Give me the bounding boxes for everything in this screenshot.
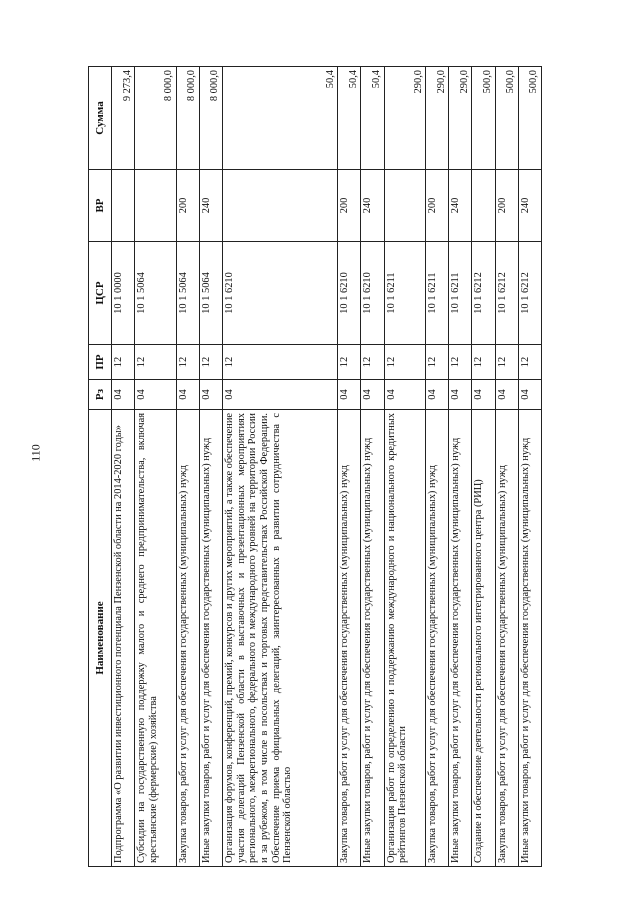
row-name-cell: Закупка товаров, работ и услуг для обеспечения государственных (муниципальных) нужд bbox=[338, 410, 361, 867]
row-csr-cell: 10 1 6211 bbox=[384, 242, 426, 345]
table-row bbox=[176, 67, 199, 867]
row-sum-cell: 8 000,0 bbox=[176, 67, 199, 170]
row-sum-cell: 50,4 bbox=[223, 67, 338, 170]
column-header-csr: ЦСР bbox=[89, 242, 112, 345]
row-pr-cell: 12 bbox=[384, 345, 426, 380]
row-vr-cell: 240 bbox=[449, 170, 472, 242]
row-pr-cell: 12 bbox=[199, 345, 222, 380]
row-vr-cell: 240 bbox=[361, 170, 384, 242]
row-pr-cell: 12 bbox=[495, 345, 518, 380]
row-rz-cell: 04 bbox=[426, 380, 449, 410]
row-rz-cell: 04 bbox=[495, 380, 518, 410]
row-rz-cell: 04 bbox=[338, 380, 361, 410]
row-rz-cell: 04 bbox=[176, 380, 199, 410]
column-header-name: Наименование bbox=[89, 410, 112, 867]
table-row bbox=[199, 67, 222, 867]
row-pr-cell: 12 bbox=[426, 345, 449, 380]
table-row bbox=[472, 67, 495, 867]
row-vr-cell: 200 bbox=[176, 170, 199, 242]
row-sum-cell: 50,4 bbox=[338, 67, 361, 170]
row-csr-cell: 10 1 6210 bbox=[361, 242, 384, 345]
row-vr-cell bbox=[112, 170, 135, 242]
row-vr-cell: 240 bbox=[518, 170, 541, 242]
row-rz-cell: 04 bbox=[112, 380, 135, 410]
row-pr-cell: 12 bbox=[112, 345, 135, 380]
table-row bbox=[518, 67, 541, 867]
row-pr-cell: 12 bbox=[338, 345, 361, 380]
row-csr-cell: 10 1 5064 bbox=[176, 242, 199, 345]
table-row bbox=[112, 67, 135, 867]
column-header-pr: ПР bbox=[89, 345, 112, 380]
row-sum-cell: 9 273,4 bbox=[112, 67, 135, 170]
page-number: 110 bbox=[28, 444, 43, 462]
row-name-cell: Иные закупки товаров, работ и услуг для обеспечения государственных (муниципальных) нужд bbox=[518, 410, 541, 867]
row-csr-cell: 10 1 6212 bbox=[518, 242, 541, 345]
table-row bbox=[338, 67, 361, 867]
row-csr-cell: 10 1 6211 bbox=[449, 242, 472, 345]
row-csr-cell: 10 1 6212 bbox=[495, 242, 518, 345]
row-vr-cell bbox=[384, 170, 426, 242]
row-vr-cell bbox=[135, 170, 177, 242]
row-pr-cell: 12 bbox=[472, 345, 495, 380]
row-sum-cell: 290,0 bbox=[384, 67, 426, 170]
row-rz-cell: 04 bbox=[199, 380, 222, 410]
row-vr-cell bbox=[472, 170, 495, 242]
row-csr-cell: 10 1 0000 bbox=[112, 242, 135, 345]
row-name-cell: Создание и обеспечение деятельности регионального интегрированного центра (РИЦ) bbox=[472, 410, 495, 867]
row-name-cell: Закупка товаров, работ и услуг для обеспечения государственных (муниципальных) нужд bbox=[426, 410, 449, 867]
table-row bbox=[361, 67, 384, 867]
row-sum-cell: 8 000,0 bbox=[199, 67, 222, 170]
table-row bbox=[426, 67, 449, 867]
row-name-cell: Закупка товаров, работ и услуг для обеспечения государственных (муниципальных) нужд bbox=[176, 410, 199, 867]
table-row bbox=[495, 67, 518, 867]
row-sum-cell: 290,0 bbox=[426, 67, 449, 170]
row-rz-cell: 04 bbox=[472, 380, 495, 410]
row-name-cell: Иные закупки товаров, работ и услуг для обеспечения государственных (муниципальных) нужд bbox=[199, 410, 222, 867]
row-sum-cell: 500,0 bbox=[472, 67, 495, 170]
row-csr-cell: 10 1 5064 bbox=[135, 242, 177, 345]
row-rz-cell: 04 bbox=[135, 380, 177, 410]
row-pr-cell: 12 bbox=[361, 345, 384, 380]
row-csr-cell: 10 1 6210 bbox=[223, 242, 338, 345]
budget-table bbox=[88, 66, 542, 867]
row-rz-cell: 04 bbox=[518, 380, 541, 410]
row-name-cell: Подпрограмма «О развитии инвестиционного потенциала Пензенской области на 2014-2020 годы» bbox=[112, 410, 135, 867]
row-rz-cell: 04 bbox=[223, 380, 338, 410]
row-sum-cell: 8 000,0 bbox=[135, 67, 177, 170]
row-pr-cell: 12 bbox=[223, 345, 338, 380]
row-name-cell: Закупка товаров, работ и услуг для обеспечения государственных (муниципальных) нужд bbox=[495, 410, 518, 867]
table-row bbox=[384, 67, 426, 867]
row-sum-cell: 500,0 bbox=[495, 67, 518, 170]
column-header-sum: Сумма bbox=[89, 67, 112, 170]
row-sum-cell: 500,0 bbox=[518, 67, 541, 170]
row-pr-cell: 12 bbox=[518, 345, 541, 380]
row-name-cell: Субсидии на государственную поддержку малого и среднего предпринимательства, включая крестьянские (фермерские) хозяйства bbox=[135, 410, 177, 867]
row-name-cell: Организация форумов, конференций, премий, конкурсов и других мероприятий, а также обеспечение участия делегаций Пензенской области в выставочных и презентационных мероприятиях регионального, межрегионального, федерального и международного уровней на территории России и за рубежом, в том числе в посольствах и торговых представительствах Российской Федерации. Обеспечение приема официальных делегаций, заинтересованных в развитии сотрудничества с Пензенской областью bbox=[223, 410, 338, 867]
table-row bbox=[135, 67, 177, 867]
row-pr-cell: 12 bbox=[449, 345, 472, 380]
row-rz-cell: 04 bbox=[361, 380, 384, 410]
row-name-cell: Иные закупки товаров, работ и услуг для обеспечения государственных (муниципальных) нужд bbox=[361, 410, 384, 867]
row-vr-cell bbox=[223, 170, 338, 242]
table-row bbox=[223, 67, 338, 867]
row-vr-cell: 200 bbox=[495, 170, 518, 242]
row-pr-cell: 12 bbox=[176, 345, 199, 380]
row-name-cell: Иные закупки товаров, работ и услуг для обеспечения государственных (муниципальных) нужд bbox=[449, 410, 472, 867]
row-vr-cell: 200 bbox=[426, 170, 449, 242]
table-header-row bbox=[89, 67, 112, 867]
row-vr-cell: 240 bbox=[199, 170, 222, 242]
budget-table-container bbox=[88, 67, 542, 867]
row-vr-cell: 200 bbox=[338, 170, 361, 242]
row-csr-cell: 10 1 6211 bbox=[426, 242, 449, 345]
row-sum-cell: 50,4 bbox=[361, 67, 384, 170]
row-name-cell: Организация работ по определению и поддержанию международного и национального кредитных рейтингов Пензенской области bbox=[384, 410, 426, 867]
row-rz-cell: 04 bbox=[449, 380, 472, 410]
row-sum-cell: 290,0 bbox=[449, 67, 472, 170]
table-row bbox=[449, 67, 472, 867]
row-pr-cell: 12 bbox=[135, 345, 177, 380]
row-csr-cell: 10 1 5064 bbox=[199, 242, 222, 345]
column-header-vr: ВР bbox=[89, 170, 112, 242]
column-header-rz: Рз bbox=[89, 380, 112, 410]
row-rz-cell: 04 bbox=[384, 380, 426, 410]
row-csr-cell: 10 1 6210 bbox=[338, 242, 361, 345]
row-csr-cell: 10 1 6212 bbox=[472, 242, 495, 345]
